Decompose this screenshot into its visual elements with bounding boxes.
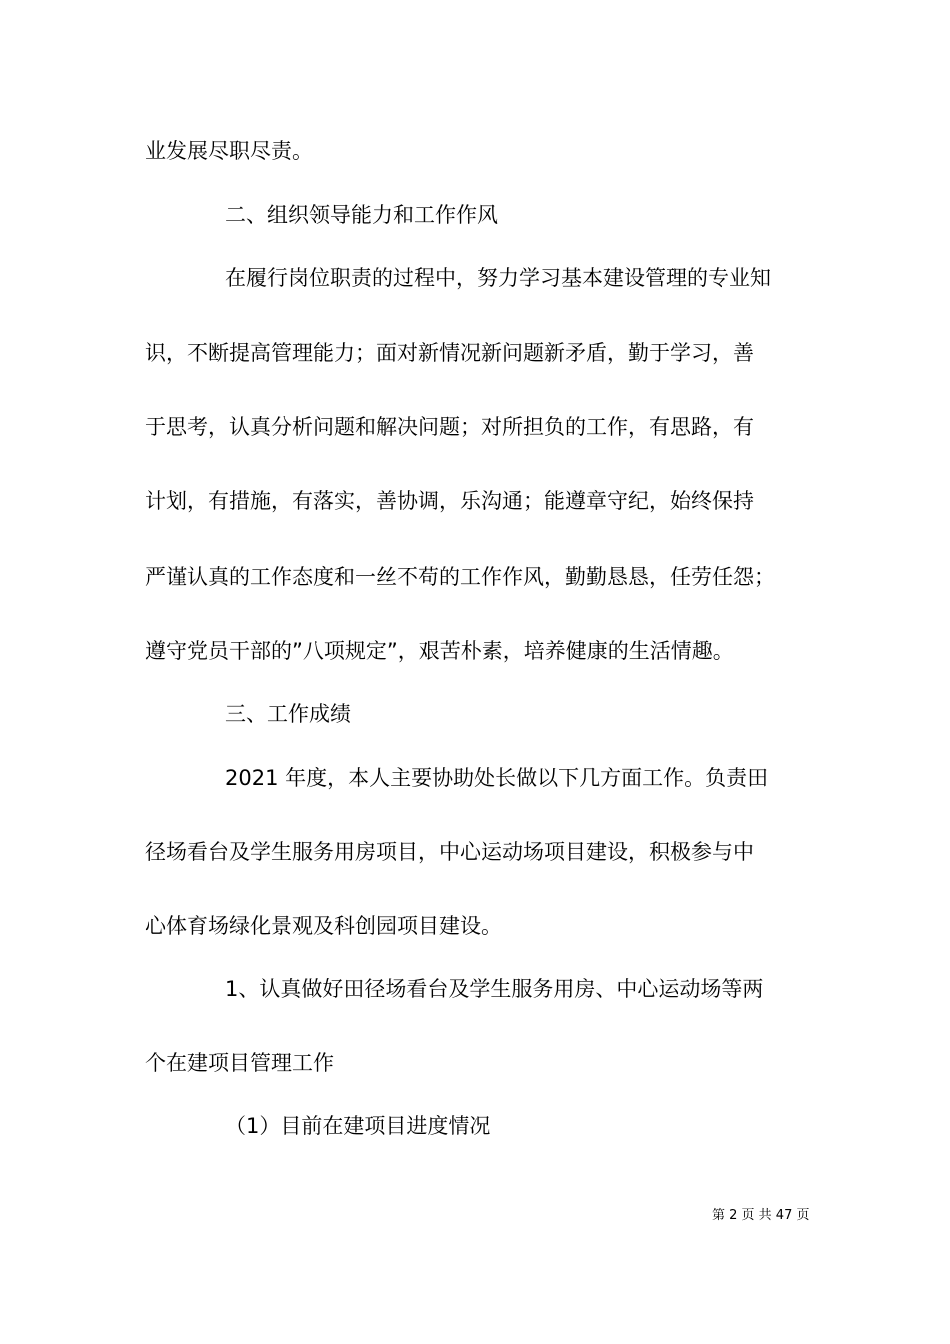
text-line: 识，不断提高管理能力；面对新情况新问题新矛盾，勤于学习，善 — [145, 341, 754, 365]
text-line: 计划，有措施，有落实，善协调，乐沟通；能遵章守纪，始终保持 — [145, 489, 754, 513]
text-line: 于思考，认真分析问题和解决问题；对所担负的工作，有思路，有 — [145, 415, 754, 439]
section-heading: 三、工作成绩 — [225, 702, 351, 726]
text-line: 径场看台及学生服务用房项目，中心运动场项目建设，积极参与中 — [145, 840, 754, 864]
text-line: 业发展尽职尽责。 — [145, 139, 313, 163]
text-line: 严谨认真的工作态度和一丝不苟的工作作风，勤勤恳恳，任劳任怨； — [145, 565, 775, 589]
text-line: 心体育场绿化景观及科创园项目建设。 — [145, 914, 502, 938]
page-number-footer: 第 2 页 共 47 页 — [712, 1208, 810, 1223]
text-line: 在履行岗位职责的过程中，努力学习基本建设管理的专业知 — [225, 266, 771, 290]
text-line: 2021 年度，本人主要协助处长做以下几方面工作。负责田 — [225, 766, 769, 790]
text-line: 个在建项目管理工作 — [145, 1051, 334, 1075]
subsection-heading: （1）目前在建项目进度情况 — [225, 1114, 491, 1138]
section-heading: 二、组织领导能力和工作作风 — [225, 203, 498, 227]
text-line: 遵守党员干部的”八项规定”，艰苦朴素，培养健康的生活情趣。 — [145, 639, 734, 663]
subsection-heading: 1、认真做好田径场看台及学生服务用房、中心运动场等两 — [225, 977, 764, 1001]
